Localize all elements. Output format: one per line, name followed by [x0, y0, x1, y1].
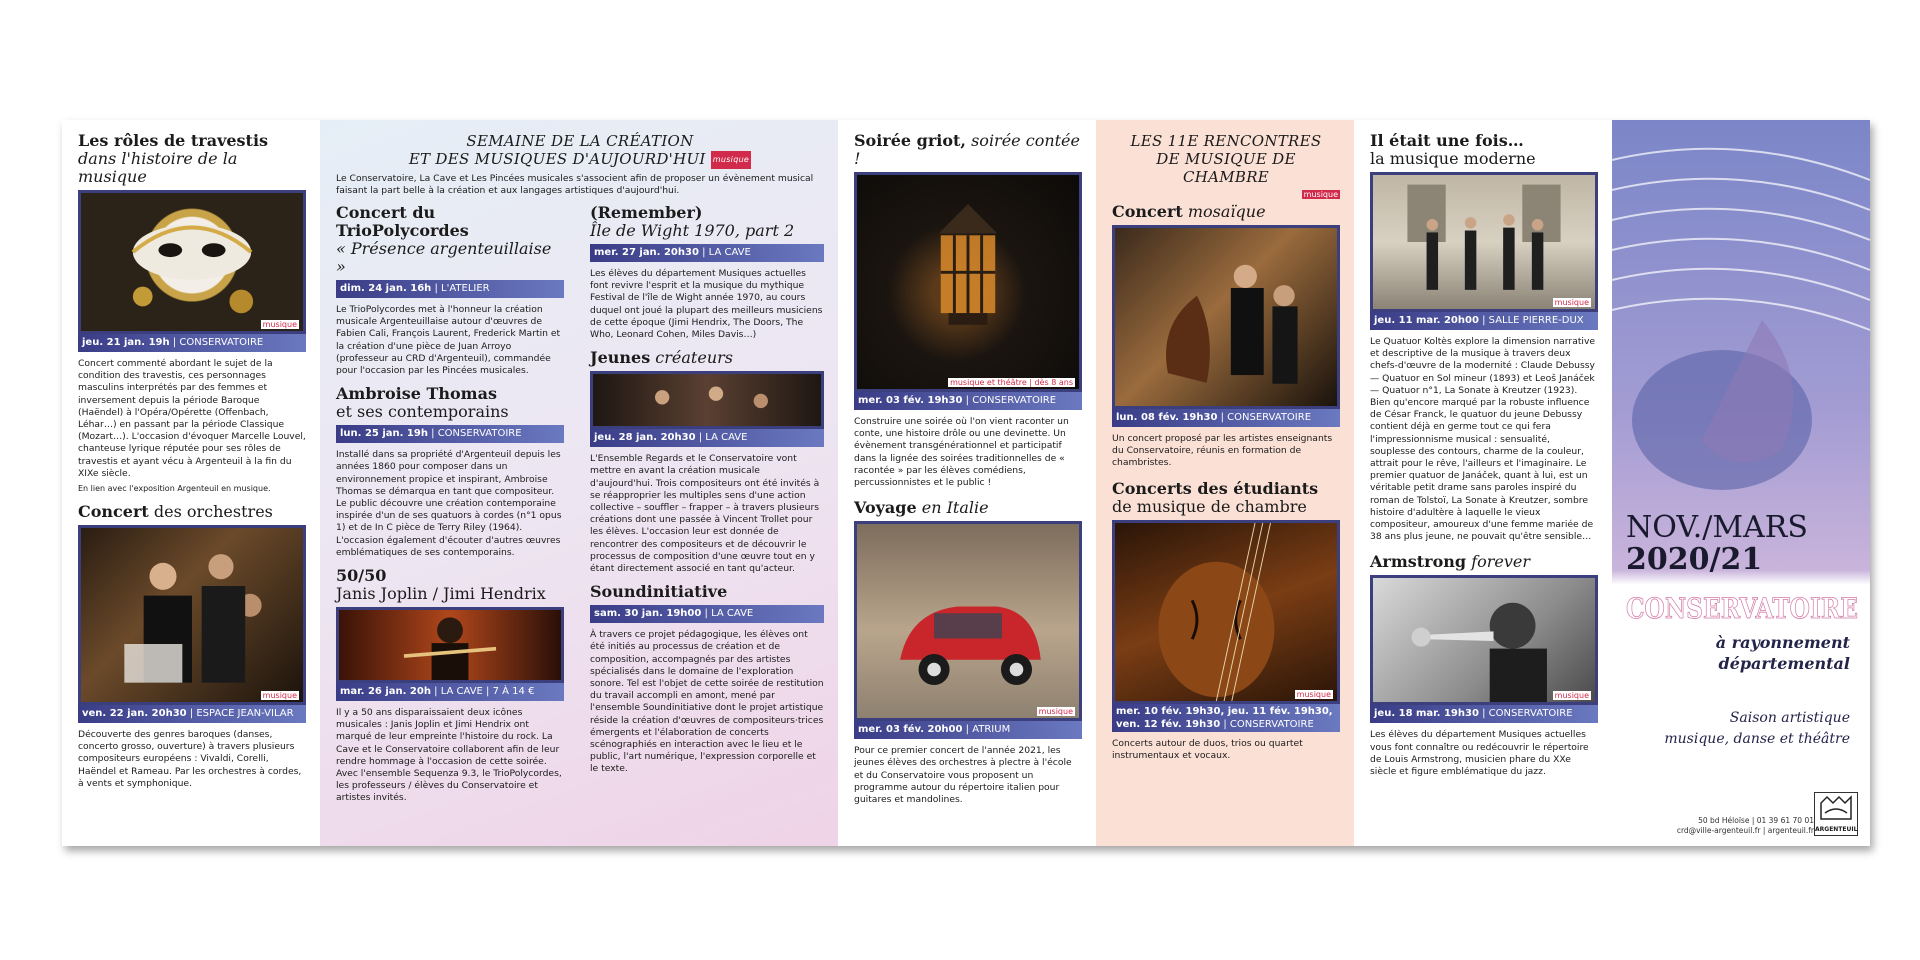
status-line-1: à rayonnement [1715, 633, 1850, 652]
chamber-concert-photo [1112, 225, 1340, 409]
event-description: Construire une soirée où l'on vient raconter un conte, une histoire drôle ou une devinette. Un évènement transgénérationnel et participatif dans la lignée des soirées traditionnelles de « racontée » par les élèves comédiens, percussionnistes et le public ! [854, 416, 1069, 489]
title-text: Soundinitiative [590, 582, 728, 602]
city-crest-icon [1815, 793, 1857, 823]
armstrong-illustration [1373, 578, 1595, 702]
event-venue: CONSERVATOIRE [437, 428, 522, 440]
title-text: Ambroise Thomas [336, 384, 497, 404]
event-date: mer. 03 fév. 19h30 [858, 395, 963, 406]
title-text-2: créateurs [655, 348, 733, 368]
column-left [336, 204, 564, 805]
orchestra-photo [78, 525, 306, 705]
event-title-triopolycordes [336, 204, 564, 276]
category-tag: musique [1554, 691, 1589, 701]
season-months: NOV./MARS [1626, 510, 1808, 545]
event-date: lun. 25 jan. 19h [340, 428, 428, 440]
event-title-travestis [78, 132, 306, 186]
event-date: lun. 08 fév. 19h30 [1116, 412, 1218, 423]
title-line-2: ET DES MUSIQUES D'AUJOURD'HUI [408, 150, 706, 168]
event-date-2: ven. 12 fév. 19h30 [1116, 718, 1221, 730]
season-years: 2020/21 [1626, 542, 1763, 577]
event-description: Le Quatuor Koltès explore la dimension narrative et descriptive de la musique à travers deux chefs-d'œuvre de la modernité : Claude Debussy — Quatuor en Sol mineur (1893) et Leoš Janáček — Quatuor n°1, La Sonate à Kreutzer (1923). Bien qu'encore marqué par la robuste influence de César Franck, le quatuor du jeune Debussy contient déjà en germe tout ce qui fera l'impressionnisme musical : sensualité, souplesse des contours, charme de la couleur, attrait pour le rêve, l'ailleurs et l'imaginaire. Le premier quatuor de Janáček, quant à lui, est un véritable petit drame sans paroles inspiré du roman de Tolstoï, La Sonate à Kreutzer, sombre histoire d'adultère à laquelle le vieux compositeur, amoureux d'une femme mariée de 38 ans plus jeune, ne pouvait qu'être sensible… [1370, 336, 1596, 543]
title-text: Concerts des étudiants [1112, 478, 1319, 498]
creators-photo [590, 371, 824, 429]
category-tag: musique [262, 691, 297, 701]
event-venue: ESPACE JEAN-VILAR [196, 708, 294, 720]
event-venue: CONSERVATOIRE [179, 337, 264, 348]
event-title-jeunes-createurs [590, 349, 824, 367]
event-title-orchestres [78, 503, 306, 521]
date-bar: mar. 26 jan. 20h | LA CAVE | 7 À 14 € [336, 683, 564, 701]
category-badge: musique [711, 151, 751, 169]
date-bar: jeu. 18 mar. 19h30 | CONSERVATOIRE [1370, 705, 1598, 723]
event-description: Le TrioPolycordes met à l'honneur la création musicale Argenteuillaise autour d'œuvres de Fabien Cali, François Laurent, Frederick Martin et la création d'une pièce de Juan Arroyo (professeur au CRD d'Argenteuil), commandée pour l'occasion par les Pincées musicales. [336, 304, 561, 377]
season-line-2: musique, danse et théâtre [1664, 731, 1850, 747]
date-bar: dim. 24 jan. 16h | L'ATELIER [336, 280, 564, 298]
event-date: mar. 26 jan. 20h [340, 686, 431, 698]
event-note: En lien avec l'exposition Argenteuil en musique. [78, 484, 271, 494]
season-dates [1626, 512, 1808, 576]
lantern-illustration [857, 175, 1079, 389]
event-date: mer. 03 fév. 20h00 [858, 724, 963, 736]
address-phone: 50 bd Héloïse | 01 39 61 70 01 [1698, 816, 1814, 825]
event-title-ambroise [336, 385, 564, 421]
title-text-2: soirée contée ! [854, 131, 1080, 168]
title-text: Soirée griot, [854, 131, 966, 150]
cover-guitar-graphic [1612, 120, 1870, 540]
argenteuil-logo [1814, 792, 1858, 836]
event-date: jeu. 21 jan. 19h [82, 337, 170, 348]
event-title-5050 [336, 567, 564, 603]
date-bar: mer. 03 fév. 19h30 | CONSERVATOIRE [854, 392, 1082, 410]
event-venue: LA CAVE [711, 608, 754, 620]
event-title-remember [590, 204, 824, 240]
date-bar: jeu. 21 jan. 19h | CONSERVATOIRE [78, 334, 306, 352]
event-venue: LA CAVE [705, 432, 748, 444]
title-text: Concert [78, 502, 149, 522]
conservatoire-name: CONSERVATOIRE [1626, 592, 1858, 625]
event-description: Installé dans sa propriété d'Argenteuil depuis les années 1860 pour composer dans un environnement propice et inspirant, Ambroise Thomas se démarqua en tant que compositeur. Le public découvre une création contemporaine inspirée d'un de ses quatuors à cordes (n°1 opus 1) et de In C pièce de Terry Riley (1964). L'occasion également d'écouter d'autres œuvres emblématiques de ses contemporains. [336, 449, 562, 558]
subtitle-text: Île de Wight 1970, part 2 [590, 221, 795, 240]
quartet-illustration [1373, 175, 1595, 309]
category-tag: musique [1296, 689, 1331, 699]
subtitle-text: dans l'histoire de la musique [78, 149, 238, 186]
chamber-illustration [1115, 228, 1337, 406]
section-title [1112, 132, 1340, 186]
event-venue: CONSERVATOIRE [1227, 412, 1312, 423]
lantern-photo [854, 172, 1082, 392]
event-date: sam. 30 jan. 19h00 [594, 608, 702, 620]
mask-illustration [81, 193, 303, 331]
event-venue: LA CAVE [708, 247, 751, 258]
logo-text: ARGENTEUIL [1815, 826, 1858, 833]
orchestra-illustration [81, 528, 303, 702]
brochure [62, 120, 1870, 846]
panel-travestis-orchestres [62, 120, 320, 846]
event-date: dim. 24 jan. 16h [340, 283, 432, 294]
title-text: 50/50 [336, 566, 387, 586]
date-bar: lun. 08 fév. 19h30 | CONSERVATOIRE [1112, 409, 1340, 427]
event-description: Concert commenté abordant le sujet de la condition des travestis, ces personnages masculins interprétés par des femmes et inversement depuis la période Baroque (Haëndel) à l'Opéra/Opérette (Offenbach, Léhar…) en passant par la période Classique (Mozart…). L'occasion d'évoquer Marcelle Louvel, chanteuse lyrique réputée pour ses rôles de travestis et ayant vécu à Argenteuil à la fin du XIXe siècle. [78, 358, 306, 479]
date-bar: lun. 25 jan. 19h | CONSERVATOIRE [336, 425, 564, 443]
cover [1612, 120, 1870, 846]
date-bar: ven. 22 jan. 20h30 | ESPACE JEAN-VILAR [78, 705, 306, 723]
conservatoire-wordmark [1626, 590, 1862, 626]
event-description: Il y a 50 ans disparaissaient deux icônes musicales : Janis Joplin et Jimi Hendrix ont marqué de leur empreinte l'histoire du rock. La Cave et le Conservatoire collaborent afin de leur rendre hommage à l'occasion de cette soirée. Avec l'ensemble Sequenza 9.3, le TrioPolycordes, les professeurs / élèves du Conservatoire et artistes invités. [336, 707, 562, 804]
title-text: Concert [1112, 202, 1183, 221]
creators-illustration [593, 374, 821, 426]
title-text: Les rôles de travestis [78, 131, 269, 150]
event-venue: CONSERVATOIRE [972, 395, 1057, 406]
category-tag: musique [262, 320, 297, 329]
mask-photo [78, 190, 306, 334]
title-text: Armstrong [1370, 552, 1467, 572]
subtitle-text: « Présence argenteuillaise » [336, 239, 552, 276]
event-title-griot [854, 132, 1082, 168]
event-description: Concerts autour de duos, trios ou quartet instrumentaux et vocaux. [1112, 737, 1303, 761]
quartet-photo [1370, 172, 1598, 312]
title-text-2: en Italie [921, 498, 989, 518]
category-tag: musique et théâtre | dès 8 ans [950, 378, 1073, 387]
event-date: jeu. 28 jan. 20h30 [594, 432, 696, 444]
section-title [336, 132, 824, 169]
event-date: mer. 27 jan. 20h30 [594, 247, 699, 258]
title-text: Il était une fois… [1370, 131, 1524, 150]
event-title-etudiants [1112, 480, 1340, 516]
section-intro: Le Conservatoire, La Cave et Les Pincées musicales s'associent afin de proposer un évènement musical faisant la part belle à la création et aux langages artistiques d'aujourd'hui. [336, 173, 814, 197]
panel-musique-de-chambre [1096, 120, 1354, 846]
event-venue: CONSERVATOIRE [1229, 718, 1314, 730]
event-description: Les élèves du département Musiques actuelles font revivre l'esprit et la musique du mythique Festival de l'île de Wight année 1970, au cours duquel ont joué la plupart des meilleurs musiciens de cette époque (Jimi Hendrix, The Doors, The Who, Leonard Cohen, Miles Davis…) [590, 268, 823, 341]
red-car-photo [854, 521, 1082, 721]
event-venue: ATRIUM [972, 724, 1011, 736]
event-date: mer. 10 fév. 19h30, jeu. 11 fév. 19h30, [1116, 705, 1333, 717]
event-title-il-etait-une-fois [1370, 132, 1598, 168]
event-venue: L'ATELIER [441, 283, 490, 294]
date-bar: mer. 27 jan. 20h30 | LA CAVE [590, 244, 824, 262]
event-date: jeu. 18 mar. 19h30 [1374, 708, 1479, 720]
title-text-2: mosaïque [1187, 202, 1266, 221]
season-description [1664, 708, 1850, 750]
conservatoire-status [1716, 632, 1850, 674]
event-title-soundinitiative [590, 583, 824, 601]
panel-cover [1612, 120, 1870, 846]
event-venue: LA CAVE [440, 686, 483, 698]
category-tag: musique [1038, 707, 1073, 717]
event-description: L'Ensemble Regards et le Conservatoire vont mettre en avant la création musicale d'aujourd'hui. Trois compositeurs ont été invités à se réapproprier les multiples sens d'une action collective – souffler – frapper – à travers plusieurs créations dont une passée à Vincent Trollet pour les élèves. L'occasion leur est donnée de rencontrer des compositeurs et de découvrir le processus de composition d'une œuvre tout en y étant directement associé en tant qu'acteur. [590, 453, 820, 575]
event-description: Un concert proposé par les artistes enseignants du Conservatoire, réunis en formation de chambristes. [1112, 433, 1333, 469]
event-venue: CONSERVATOIRE [1488, 708, 1573, 720]
title-text: Concert du TrioPolycordes [336, 203, 469, 240]
title-line-2: DE MUSIQUE DE CHAMBRE [1156, 150, 1296, 186]
title-text: (Remember) [590, 203, 703, 222]
hendrix-photo [336, 607, 564, 683]
subtitle-text: et ses contemporains [336, 402, 509, 422]
title-text-2: forever [1471, 552, 1531, 572]
event-title-armstrong [1370, 553, 1598, 571]
category-tag: musique [1554, 298, 1589, 307]
event-title-mosaique [1112, 203, 1340, 221]
season-line-1: Saison artistique [1729, 710, 1850, 726]
hendrix-illustration [339, 610, 561, 680]
panel-semaine-creation [320, 120, 838, 846]
car-illustration [857, 524, 1079, 718]
date-bar: jeu. 28 jan. 20h30 | LA CAVE [590, 429, 824, 447]
subtitle-text: de musique de chambre [1112, 496, 1307, 516]
date-bar: mer. 03 fév. 20h00 | ATRIUM [854, 721, 1082, 739]
event-description: Pour ce premier concert de l'année 2021, les jeunes élèves des orchestres à plectre à l'école et du Conservatoire vous proposent un programme autour du répertoire italien pour guitares et mandolines. [854, 745, 1072, 806]
status-line-2: départemental [1718, 654, 1850, 673]
event-date: ven. 22 jan. 20h30 [82, 708, 187, 720]
event-price: 7 À 14 € [492, 686, 535, 698]
event-description: À travers ce projet pédagogique, les élèves ont été initiés au processus de création et de composition, accompagnés par des artistes spécialisés dans le domaine de l'exploration sonore. Tel est l'objet de cette soirée de restitution du travail accompli en amont, mené par l'ensemble Soundinitiative dont le projet artistique réside la création d'œuvres de compositeurs·trices émergents et l'élaboration de concerts scénographiés en interaction avec le lieu et le public, l'art numérique, l'expression corporelle et le texte. [590, 629, 824, 775]
contact-info [1624, 816, 1814, 836]
panel-griot-italie [838, 120, 1096, 846]
event-date: jeu. 11 mar. 20h00 [1374, 315, 1479, 326]
email-website: crd@ville-argenteuil.fr | argenteuil.fr [1676, 826, 1814, 835]
event-description: Découverte des genres baroques (danses, concerto grosso, ouverture) à travers plusieurs compositeurs européens : Vivaldi, Corelli, Haëndel et Rameau. Par les orchestres à cordes, à vents et symphonique. [78, 729, 302, 789]
event-venue: SALLE PIERRE-DUX [1488, 315, 1584, 326]
violin-photo [1112, 520, 1340, 704]
title-line-1: SEMAINE DE LA CRÉATION [466, 132, 694, 150]
violin-illustration [1115, 523, 1337, 701]
armstrong-photo [1370, 575, 1598, 705]
event-description: Les élèves du département Musiques actuelles vous font connaître ou redécouvrir le répertoire de Louis Armstrong, musicien phare du XXe siècle et figure emblématique du jazz. [1370, 729, 1589, 778]
title-text: Jeunes [590, 348, 651, 368]
subtitle-text: la musique moderne [1370, 149, 1536, 168]
title-text-2: des orchestres [153, 502, 273, 522]
panel-moderne-armstrong [1354, 120, 1612, 846]
date-bar: jeu. 11 mar. 20h00 | SALLE PIERRE-DUX [1370, 312, 1598, 330]
title-line-1: LES 11E RENCONTRES [1130, 132, 1322, 150]
event-title-voyage [854, 499, 1082, 517]
date-bar: sam. 30 jan. 19h00 | LA CAVE [590, 605, 824, 623]
column-right [590, 204, 824, 776]
subtitle-text: Janis Joplin / Jimi Hendrix [336, 584, 546, 604]
title-text: Voyage [854, 498, 917, 518]
category-badge: musique [1303, 190, 1338, 199]
date-bar: mer. 10 fév. 19h30, jeu. 11 fév. 19h30, ven. 12 fév. 19h30 | CONSERVATOIRE [1112, 704, 1340, 732]
